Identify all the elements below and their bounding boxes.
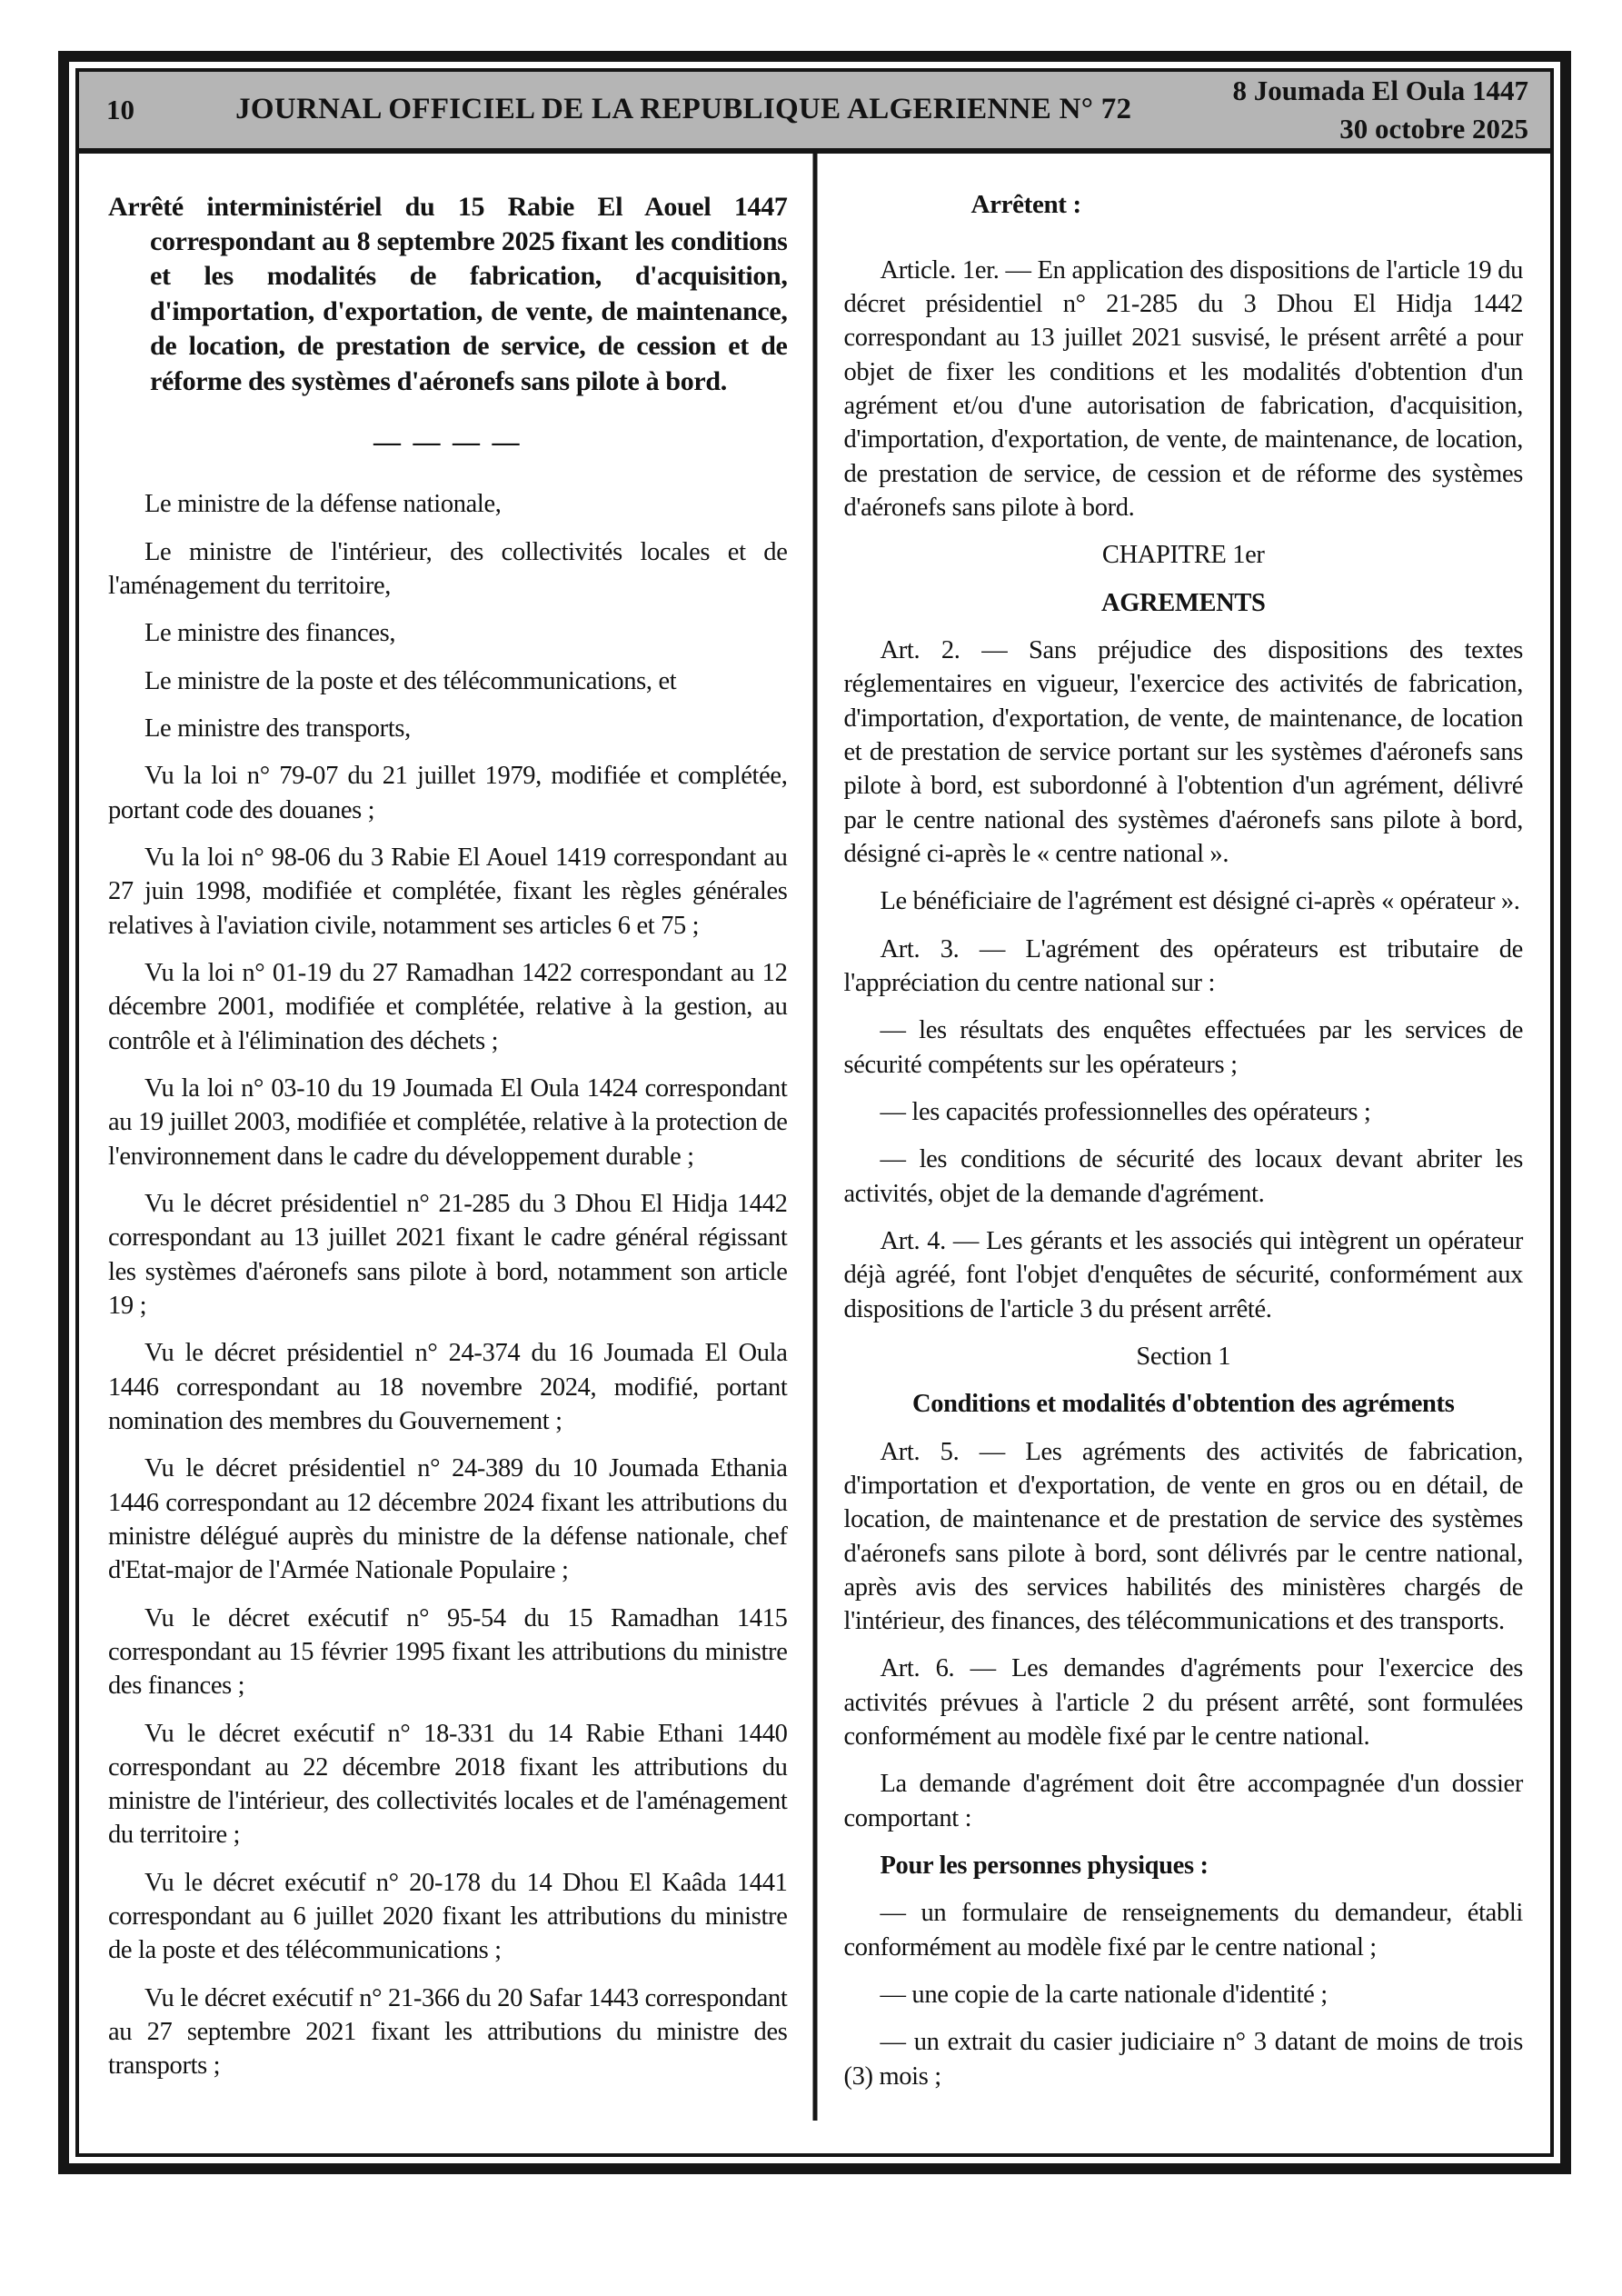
pp-item-2: — une copie de la carte nationale d'identité ; bbox=[880, 1981, 1328, 2010]
paragraph-decret-21-285: Vu le décret présidentiel n° 21-285 du 3 Dhou El Hidja 1442 correspondant au 13 juillet 2021 fixant le cadre général régissant les systèmes d'aéronefs sans pilote à bord, notamment son article 19 ; bbox=[108, 1189, 788, 1320]
paragraph-decret-95-54: Vu le décret exécutif n° 95-54 du 15 Ramadhan 1415 correspondant au 15 février 1995 fixant les attributions du ministre des finances ; bbox=[108, 1603, 788, 1701]
art-3-item-2: — les capacités professionnelles des opérateurs ; bbox=[880, 1097, 1371, 1126]
personnes-physiques-heading: Pour les personnes physiques : bbox=[880, 1852, 1209, 1881]
paragraph-beneficiaire: Le bénéficiaire de l'agrément est désigné ci-après « opérateur ». bbox=[880, 887, 1520, 916]
page-inner-border bbox=[75, 68, 1554, 2157]
dash-separator: — — — — bbox=[373, 427, 522, 458]
paragraph-minister-poste: Le ministre de la poste et des télécommunications, et bbox=[144, 666, 677, 695]
paragraph-demande: La demande d'agrément doit être accompagnée d'un dossier comportant : bbox=[843, 1770, 1523, 1832]
pp-item-1: — un formulaire de renseignements du demandeur, établi conformément au modèle fixé par le centre national ; bbox=[843, 1899, 1523, 1962]
paragraph-minister-interior: Le ministre de l'intérieur, des collectivités locales et de l'aménagement du territoire, bbox=[108, 537, 788, 600]
page-header bbox=[79, 72, 1550, 154]
column-divider bbox=[812, 154, 817, 2121]
page-outer-border bbox=[58, 51, 1571, 2174]
art-3-item-3: — les conditions de sécurité des locaux devant abriter les activités, objet de la demande d'agrément. bbox=[843, 1145, 1523, 1208]
page-number: 10 bbox=[106, 93, 134, 125]
journal-title: JOURNAL OFFICIEL DE LA REPUBLIQUE ALGERIENNE N° 72 bbox=[235, 93, 1132, 126]
art-3-item-1: — les résultats des enquêtes effectuées par les services de sécurité compétents sur les opérateurs ; bbox=[843, 1016, 1523, 1079]
paragraph-decret-21-366: Vu le décret exécutif n° 21-366 du 20 Safar 1443 correspondant au 27 septembre 2021 fixant les attributions du ministre des transports ; bbox=[108, 1983, 788, 2081]
date-gregorian: 30 octobre 2025 bbox=[1339, 112, 1528, 145]
page-content bbox=[79, 154, 1550, 2153]
paragraph-article-1: Article. 1er. — En application des dispositions de l'article 19 du décret présidentiel n° 21-285 du 3 Dhou El Hidja 1442 correspondant au 13 juillet 2021 susvisé, le présent arrêté a pour objet de fixer les conditions et les modalités d'obtention d'un agrément et/ou d'une autorisation de fabrication, d'acquisition, d'importation, d'exportation, de vente, de maintenance, de location, de prestation de service, de cession et de réforme des systèmes d'aéronefs sans pilote à bord. bbox=[843, 255, 1523, 522]
chapitre-title: AGREMENTS bbox=[1100, 588, 1266, 617]
paragraph-art-4: Art. 4. — Les gérants et les associés qui intègrent un opérateur déjà agréé, font l'objet d'enquêtes de sécurité, conformément aux dispositions de l'article 3 du présent arrêté. bbox=[843, 1226, 1523, 1323]
arretent-heading: Arrêtent : bbox=[970, 189, 1081, 219]
pp-item-3: — un extrait du casier judiciaire n° 3 datant de moins de trois (3) mois ; bbox=[843, 2028, 1523, 2091]
paragraph-decret-24-389: Vu le décret présidentiel n° 24-389 du 10 Joumada Ethania 1446 correspondant au 12 décembre 2024 fixant les attributions du ministre délégué auprès du ministre de la défense nationale, chef d'Etat-major de l'Armée Nationale Populaire ; bbox=[108, 1454, 788, 1585]
chapitre-label: CHAPITRE 1er bbox=[1101, 541, 1265, 570]
paragraph-minister-defense: Le ministre de la défense nationale, bbox=[144, 490, 502, 519]
paragraph-decret-18-331: Vu le décret exécutif n° 18-331 du 14 Rabie Ethani 1440 correspondant au 22 décembre 2018 fixant les attributions du ministre de l'intérieur, des collectivités locales et de l'aménagement du territoire ; bbox=[108, 1719, 788, 1850]
date-hijri: 8 Joumada El Oula 1447 bbox=[1232, 75, 1528, 106]
paragraph-art-3: Art. 3. — L'agrément des opérateurs est tributaire de l'appréciation du centre national sur : bbox=[843, 934, 1523, 997]
paragraph-decret-24-374: Vu le décret présidentiel n° 24-374 du 16 Joumada El Oula 1446 correspondant au 18 novembre 2024, modifié, portant nomination des membres du Gouvernement ; bbox=[108, 1339, 788, 1435]
paragraph-loi-01-19: Vu la loi n° 01-19 du 27 Ramadhan 1422 correspondant au 12 décembre 2001, modifiée et complétée, relative à la gestion, au contrôle et à l'élimination des déchets ; bbox=[108, 958, 788, 1055]
paragraph-art-6: Art. 6. — Les demandes d'agréments pour l'exercice des activités prévues à l'article 2 du présent arrêté, sont formulées conformément au modèle fixé par le centre national. bbox=[843, 1654, 1523, 1752]
paragraph-minister-transports: Le ministre des transports, bbox=[144, 714, 411, 743]
paragraph-loi-79-07: Vu la loi n° 79-07 du 21 juillet 1979, modifiée et complétée, portant code des douanes ; bbox=[108, 762, 788, 824]
paragraph-art-5: Art. 5. — Les agréments des activités de fabrication, d'importation et d'exportation, de vente en gros ou en détail, de location, de maintenance et de prestation de service des systèmes d'aéronefs sans pilote à bord, sont délivrés par le centre national, après avis des services habilités des ministères chargés de l'intérieur, des finances, des télécommunications et des transports. bbox=[843, 1437, 1523, 1636]
paragraph-loi-98-06: Vu la loi n° 98-06 du 3 Rabie El Aouel 1419 correspondant au 27 juin 1998, modifiée et complétée, fixant les règles générales relatives à l'aviation civile, notamment ses articles 6 et 75 ; bbox=[108, 843, 788, 940]
section-label: Section 1 bbox=[1136, 1342, 1231, 1371]
decree-title: Arrêté interministériel du 15 Rabie El Aouel 1447 correspondant au 8 septembre 2025 fixant les conditions et les modalités de fabrication, d'acquisition, d'importation, d'exportation, de vente, de maintenance, de location, de prestation de service, de cession et de réforme des systèmes d'aéronefs sans pilote à bord. bbox=[108, 191, 788, 396]
left-column bbox=[79, 154, 815, 2153]
paragraph-art-2: Art. 2. — Sans préjudice des dispositions des textes réglementaires en vigueur, l'exercice des activités de fabrication, d'importation, d'exportation, de vente, de maintenance, de location et de prestation de service portant sur les systèmes d'aéronefs sans pilote à bord, est subordonné à l'obtention d'un agrément, délivré par le centre national des systèmes d'aéronefs sans pilote à bord, désigné ci-après le « centre national ». bbox=[843, 635, 1523, 868]
paragraph-decret-20-178: Vu le décret exécutif n° 20-178 du 14 Dhou El Kaâda 1441 correspondant au 6 juillet 2020 fixant les attributions du ministre de la poste et des télécommunications ; bbox=[108, 1868, 788, 1965]
paragraph-minister-finances: Le ministre des finances, bbox=[144, 619, 396, 648]
section-title: Conditions et modalités d'obtention des agréments bbox=[912, 1390, 1455, 1419]
paragraph-loi-03-10: Vu la loi n° 03-10 du 19 Joumada El Oula 1424 correspondant au 19 juillet 2003, modifiée et complétée, relative à la protection de l'environnement dans le cadre du développement durable ; bbox=[108, 1073, 788, 1171]
right-column bbox=[815, 154, 1551, 2153]
header-dates bbox=[1232, 72, 1528, 148]
